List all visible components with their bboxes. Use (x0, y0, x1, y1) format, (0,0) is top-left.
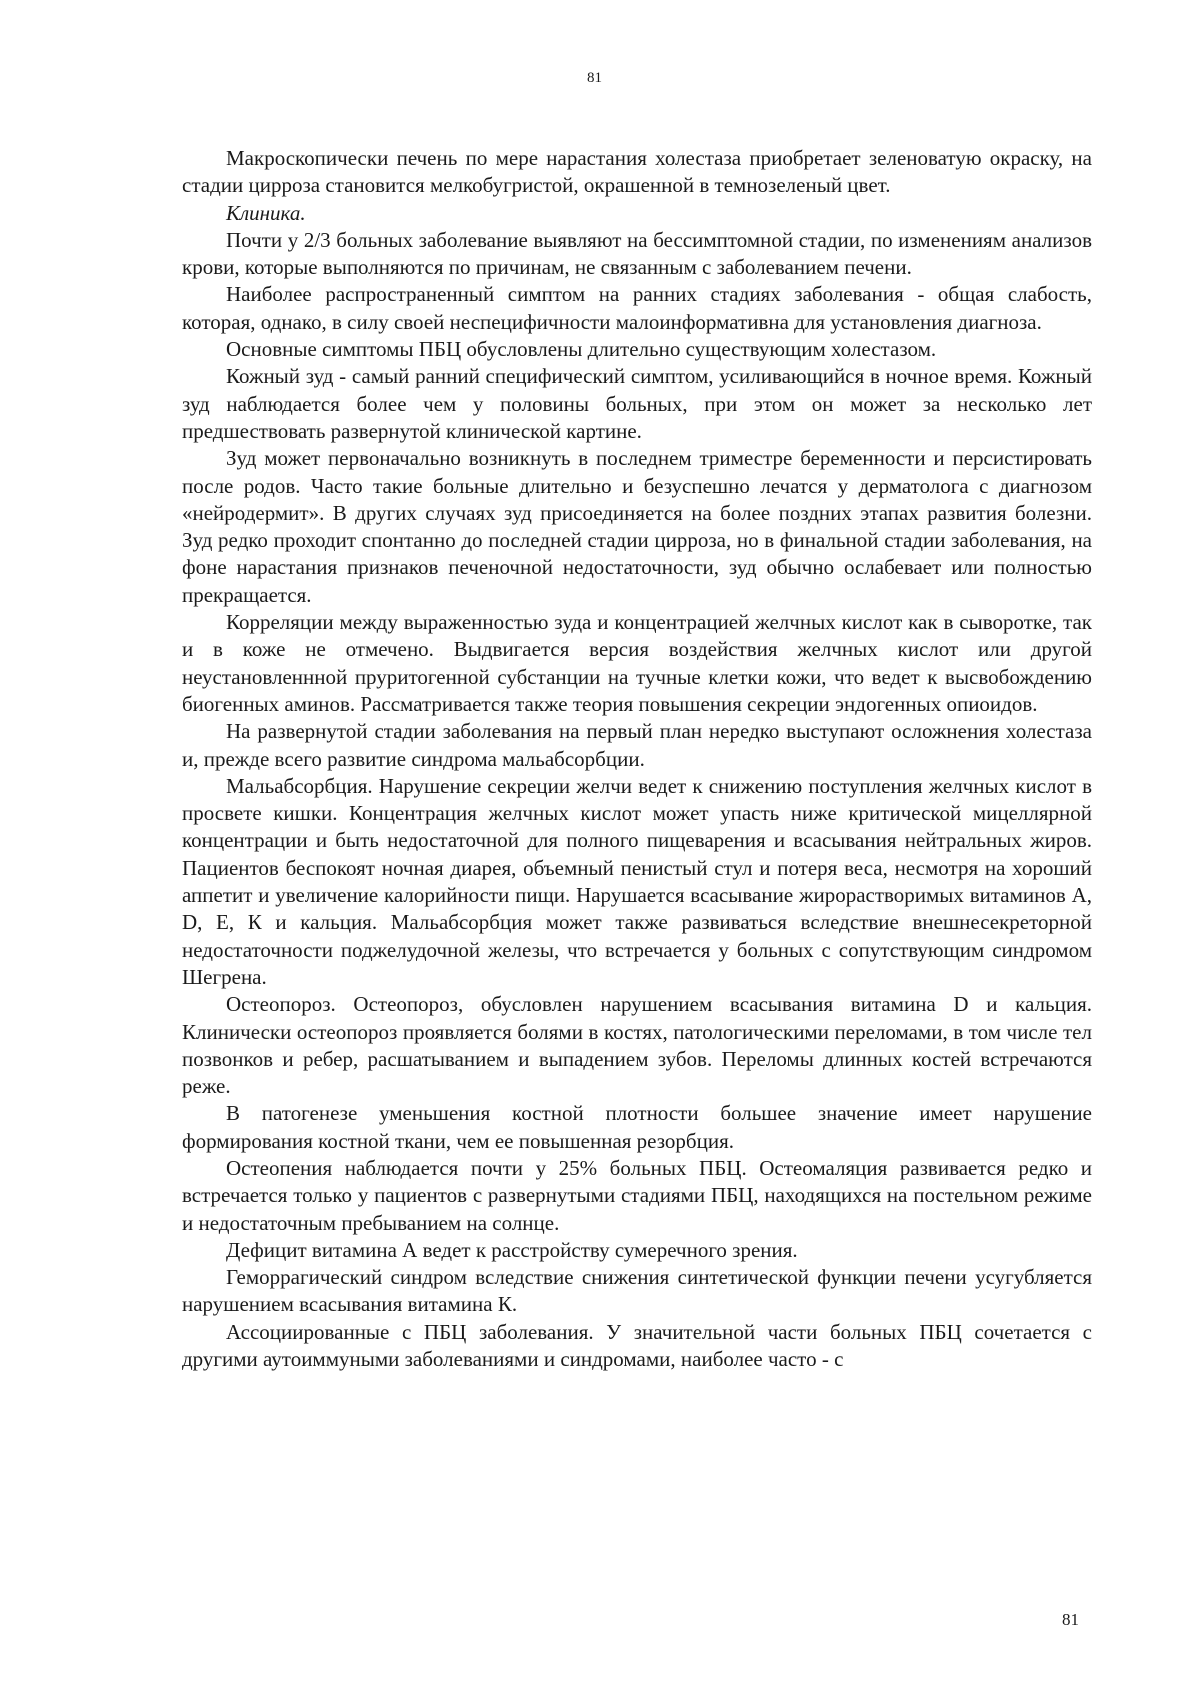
paragraph: Остеопороз. Остеопороз, обусловлен нарушением всасывания витамина D и кальция. Клинически остеопороз проявляется болями в костях, патологическими переломами, в том числе тел позвонков и ребер, расшатыванием и выпадением зубов. Переломы длинных костей встречаются реже. (182, 992, 1092, 1099)
paragraph: В патогенезе уменьшения костной плотности большее значение имеет нарушение формирования костной ткани, чем ее повышенная резорбция. (182, 1101, 1092, 1153)
paragraph: Наиболее распространенный симптом на ранних стадиях заболевания - общая слабость, которая, однако, в силу своей неспецифичности малоинформативна для установления диагноза. (182, 282, 1092, 334)
paragraph: Дефицит витамина А ведет к расстройству сумеречного зрения. (226, 1237, 798, 1262)
paragraph: Геморрагический синдром вследствие снижения синтетической функции печени усугубляется нарушением всасывания витамина К. (182, 1265, 1092, 1317)
paragraph: Остеопения наблюдается почти у 25% больных ПБЦ. Остеомаляция развивается редко и встречается только у пациентов с развернутыми стадиями ПБЦ, находящихся на постельном режиме и недостаточным пребыванием на солнце. (182, 1155, 1092, 1235)
body-text (182, 145, 1092, 1373)
paragraph: Основные симптомы ПБЦ обусловлены длительно существующим холестазом. (226, 337, 937, 362)
paragraph: Мальабсорбция. Нарушение секреции желчи ведет к снижению поступления желчных кислот в просвете кишки. Концентрация желчных кислот может упасть ниже критической мицеллярной концентрации и быть недостаточной для полного пищеварения и всасывания нейтральных жиров. Пациентов беспокоят ночная диарея, объемный пенистый стул и потеря веса, несмотря на хороший аппетит и увеличение калорийности пищи. Нарушается всасывание жирорастворимых витаминов А, D, Е, К и кальция. Мальабсорбция может также развиваться вследствие внешнесекреторной недостаточности поджелудочной железы, что встречается у больных с сопутствующим синдромом Шегрена. (182, 773, 1092, 989)
page-number-bottom: 81 (1062, 1610, 1079, 1629)
paragraph: Ассоциированные с ПБЦ заболевания. У значительной части больных ПБЦ сочетается с другими аутоиммуными заболеваниями и синдромами, наиболее часто - с (182, 1319, 1092, 1372)
paragraph: Зуд может первоначально возникнуть в последнем триместре беременности и персистировать после родов. Часто такие больные длительно и безуспешно лечатся у дерматолога с диагнозом «нейродермит». В других случаях зуд присоединяется на более поздних этапах развития болезни. Зуд редко проходит спонтанно до последней стадии цирроза, но в финальной стадии заболевания, на фоне нарастания признаков печеночной недостаточности, зуд обычно ослабевает или полностью прекращается. (182, 446, 1092, 607)
paragraph: На развернутой стадии заболевания на первый план нередко выступают осложнения холестаза и, прежде всего развитие синдрома мальабсорбции. (182, 719, 1092, 771)
section-heading: Клиника. (226, 200, 306, 225)
page-number-top: 81 (587, 70, 602, 86)
paragraph: Почти у 2/3 больных заболевание выявляют на бессимптомной стадии, по изменениям анализов крови, которые выполняются по причинам, не связанным с заболеванием печени. (182, 227, 1092, 280)
paragraph: Корреляции между выраженностью зуда и концентрацией желчных кислот как в сыворотке, так и в коже не отмечено. Выдвигается версия воздействия желчных кислот или другой неустановленнной пруритогенной субстанции на тучные клетки кожи, что ведет к высвобождению биогенных аминов. Рассматривается также теория повышения секреции эндогенных опиоидов. (182, 610, 1092, 716)
paragraph: Макроскопически печень по мере нарастания холестаза приобретает зеленоватую окраску, на стадии цирроза становится мелкобугристой, окрашенной в темнозеленый цвет. (182, 146, 1092, 198)
paragraph: Кожный зуд - самый ранний специфический симптом, усиливающийся в ночное время. Кожный зуд наблюдается более чем у половины больных, при этом он может за несколько лет предшествовать развернутой клинической картине. (182, 364, 1092, 443)
